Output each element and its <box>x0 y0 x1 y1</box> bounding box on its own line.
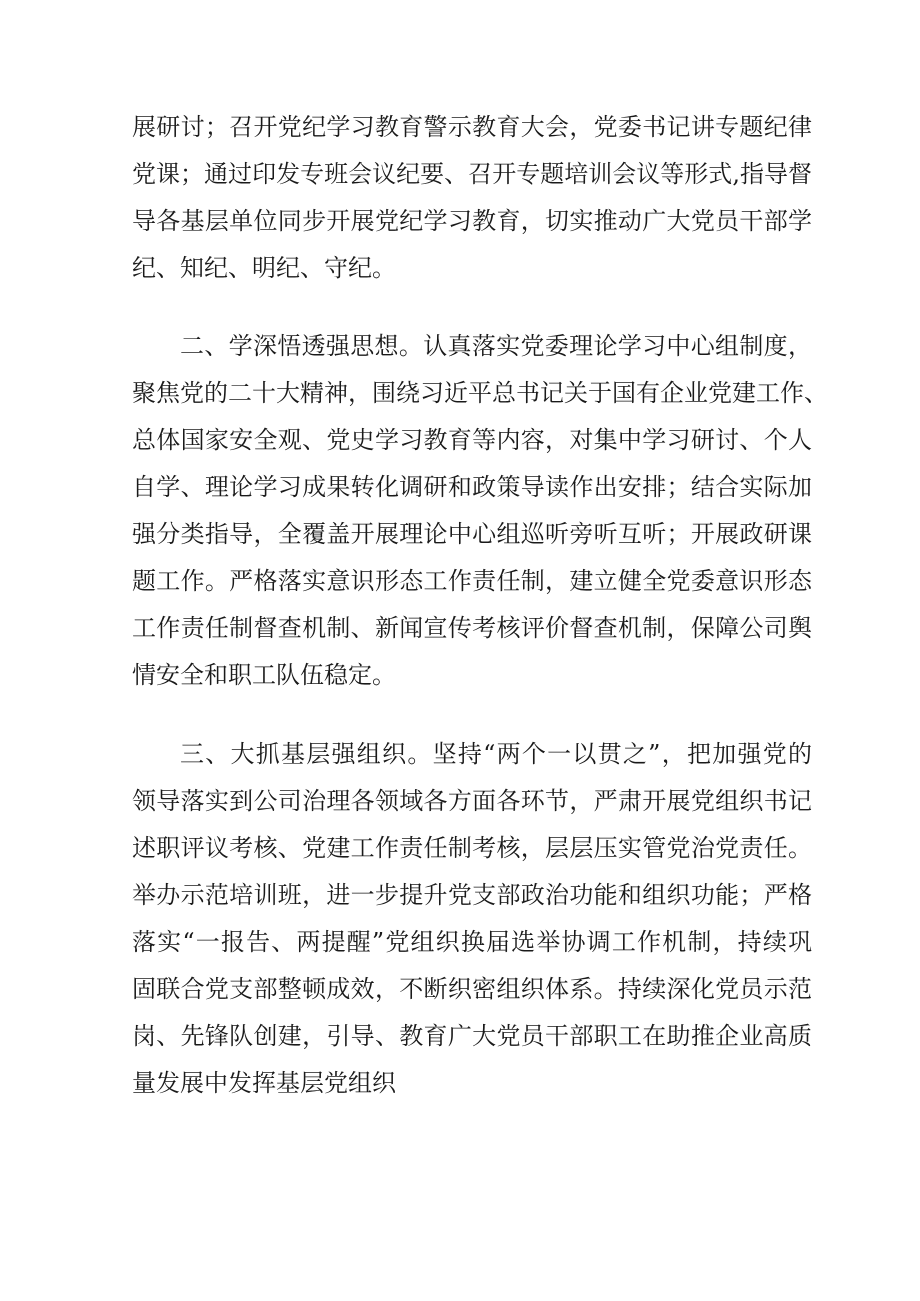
text-line: 述职评议考核、党建工作责任制考核，层层压实管党治党责任。 <box>132 834 812 862</box>
text-line: 强分类指导，全覆盖开展理论中心组巡听旁听互听；开展政研课 <box>132 520 812 548</box>
text-line: 落实“一报告、两提醒”党组织换届选举协调工作机制，持续巩 <box>132 928 812 956</box>
text-line: 自学、理论学习成果转化调研和政策导读作出安排；结合实际加 <box>132 473 812 501</box>
text-line: 三、大抓基层强组织。坚持“两个一以贯之”，把加强党的 <box>180 740 812 768</box>
text-line: 领导落实到公司治理各领域各方面各环节，严肃开展党组织书记 <box>132 787 812 815</box>
text-line: 岗、先锋队创建，引导、教育广大党员干部职工在助推企业高质 <box>132 1022 812 1050</box>
paragraph-continued <box>132 104 812 292</box>
text-line: 导各基层单位同步开展党纪学习教育，切实推动广大党员干部学 <box>132 207 812 235</box>
text-line: 二、学深悟透强思想。认真落实党委理论学习中心组制度， <box>180 332 812 360</box>
text-line: 总体国家安全观、党史学习教育等内容，对集中学习研讨、个人 <box>132 426 812 454</box>
text-line: 情安全和职工队伍稳定。 <box>132 661 396 689</box>
text-line: 题工作。严格落实意识形态工作责任制，建立健全党委意识形态 <box>132 567 812 595</box>
text-line: 举办示范培训班，进一步提升党支部政治功能和组织功能；严格 <box>132 881 812 909</box>
text-line: 聚焦党的二十大精神，围绕习近平总书记关于国有企业党建工作、 <box>132 379 828 407</box>
text-line: 党课；通过印发专班会议纪要、召开专题培训会议等形式,指导督 <box>132 160 812 188</box>
text-line: 量发展中发挥基层党组织 <box>132 1069 396 1097</box>
paragraph-section-two <box>132 323 828 699</box>
text-line: 固联合党支部整顿成效，不断织密组织体系。持续深化党员示范 <box>132 975 812 1003</box>
text-line: 工作责任制督查机制、新闻宣传考核评价督查机制，保障公司舆 <box>132 614 812 642</box>
text-line: 展研讨；召开党纪学习教育警示教育大会，党委书记讲专题纪律 <box>132 113 812 141</box>
paragraph-section-three <box>132 731 812 1107</box>
text-line: 纪、知纪、明纪、守纪。 <box>132 254 396 282</box>
